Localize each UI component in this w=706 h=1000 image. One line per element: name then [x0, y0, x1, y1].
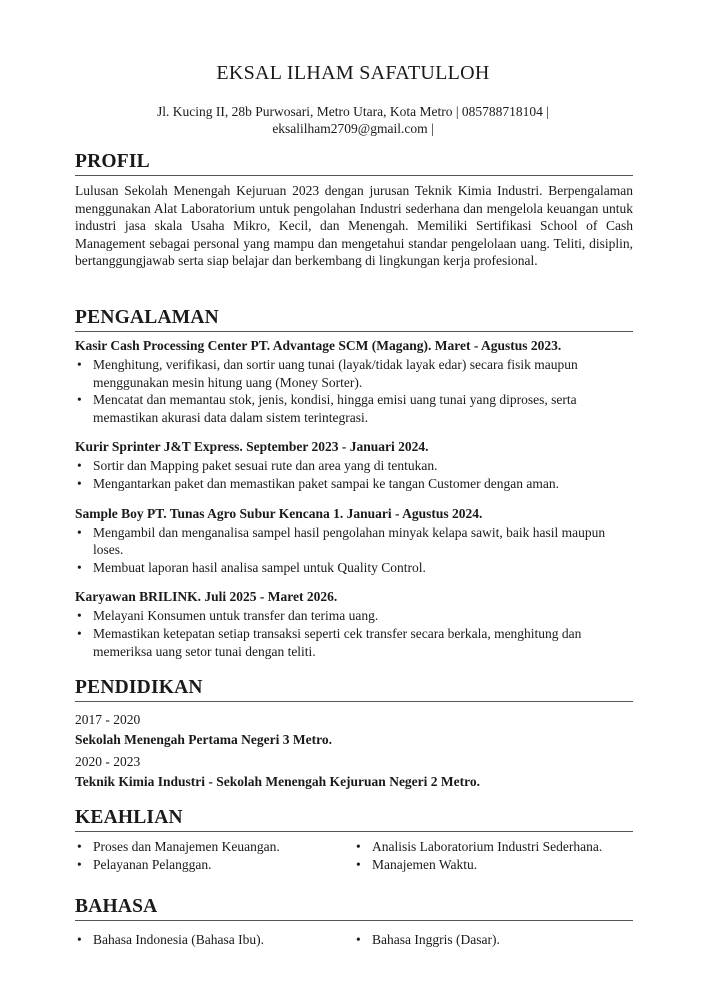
languages-left-column: [75, 931, 354, 949]
section-title-keahlian: KEAHLIAN: [75, 807, 633, 832]
profil-section: [75, 151, 633, 270]
list-item: • Mengantarkan paket dan memastikan paket sampai ke tangan Customer dengan aman.: [75, 475, 633, 493]
list-item: • Mencatat dan memantau stok, jenis, kondisi, hingga emisi uang tunai yang diproses, serta memastikan akurasi data dalam sistem terintegrasi.: [75, 391, 633, 426]
contact-info: [75, 103, 631, 137]
list-item: • Bahasa Indonesia (Bahasa Ibu).: [75, 931, 354, 949]
job-title: Kasir Cash Processing Center PT. Advantage SCM (Magang). Maret - Agustus 2023.: [75, 338, 562, 353]
list-item: • Menghitung, verifikasi, dan sortir uang tunai (layak/tidak layak edar) secara fisik maupun menggunakan mesin hitung uang (Money Sorter).: [75, 356, 633, 391]
education-school: Teknik Kimia Industri - Sekolah Menengah Kejuruan Negeri 2 Metro.: [75, 774, 481, 789]
job-entry: [75, 505, 633, 577]
list-item: • Bahasa Inggris (Dasar).: [354, 931, 633, 949]
list-item: • Mengambil dan menganalisa sampel hasil pengolahan minyak kelapa sawit, baik hasil maupun loses.: [75, 524, 633, 559]
list-item: • Melayani Konsumen untuk transfer dan terima uang.: [75, 607, 633, 625]
job-bullets: [75, 457, 633, 492]
contact-line-address-phone: Jl. Kucing II, 28b Purwosari, Metro Utara, Kota Metro | 085788718104 |: [157, 104, 549, 119]
section-title-bahasa: BAHASA: [75, 896, 633, 921]
list-item: • Proses dan Manajemen Keuangan.: [75, 838, 354, 856]
job-entry: [75, 588, 633, 660]
skills-left-column: [75, 838, 354, 873]
job-title: Karyawan BRILINK. Juli 2025 - Maret 2026.: [75, 589, 338, 605]
education-years: 2017 - 2020: [75, 712, 141, 727]
list-item: • Analisis Laboratorium Industri Sederhana.: [354, 838, 633, 856]
keahlian-section: [75, 807, 633, 873]
section-title-pengalaman: PENGALAMAN: [75, 307, 633, 332]
skills-right-column: [354, 838, 633, 873]
skills-columns: [75, 836, 633, 873]
job-entry: [75, 337, 633, 426]
bahasa-section: [75, 896, 633, 949]
education-entry: [75, 711, 633, 748]
pengalaman-section: [75, 307, 633, 660]
job-title: Kurir Sprinter J&T Express. September 2023 - Januari 2024.: [75, 439, 429, 455]
education-entry: [75, 753, 633, 790]
job-entry: [75, 438, 633, 492]
education-school: Sekolah Menengah Pertama Negeri 3 Metro.: [75, 732, 332, 747]
profil-text: Lulusan Sekolah Menengah Kejuruan 2023 dengan jurusan Teknik Kimia Industri. Berpengalaman menggunakan Alat Laboratorium untuk pengolahan Industri sederhana dan mengelola keuangan untuk industri jasa skala Usaha Mikro, Kecil, dan Menengah. Memiliki Sertifikasi School of Cash Management sebagai personal yang mampu dan mengetahui standar pengelolaan uang. Teliti, disiplin, bertanggungjawab serta siap belajar dan berkembang di lingkungan kerja profesional.: [75, 183, 633, 269]
list-item: • Sortir dan Mapping paket sesuai rute dan area yang di tentukan.: [75, 457, 633, 475]
job-bullets: [75, 607, 633, 660]
job-bullets: [75, 356, 633, 426]
job-title: Sample Boy PT. Tunas Agro Subur Kencana 1. Januari - Agustus 2024.: [75, 505, 483, 521]
languages-right-column: [354, 931, 633, 949]
pendidikan-section: [75, 677, 633, 790]
section-title-profil: PROFIL: [75, 151, 633, 176]
list-item: • Manajemen Waktu.: [354, 856, 633, 874]
list-item: • Memastikan ketepatan setiap transaksi seperti cek transfer secara berkala, menghitung dan memeriksa uang setor tunai dengan teliti.: [75, 625, 633, 660]
candidate-name: EKSAL ILHAM SAFATULLOH: [216, 62, 490, 84]
list-item: • Pelayanan Pelanggan.: [75, 856, 354, 874]
languages-columns: [75, 929, 633, 949]
job-bullets: [75, 524, 633, 577]
education-years: 2020 - 2023: [75, 754, 141, 769]
contact-line-email: eksalilham2709@gmail.com |: [272, 121, 434, 136]
section-title-pendidikan: PENDIDIKAN: [75, 677, 633, 702]
list-item: • Membuat laporan hasil analisa sampel untuk Quality Control.: [75, 559, 633, 577]
